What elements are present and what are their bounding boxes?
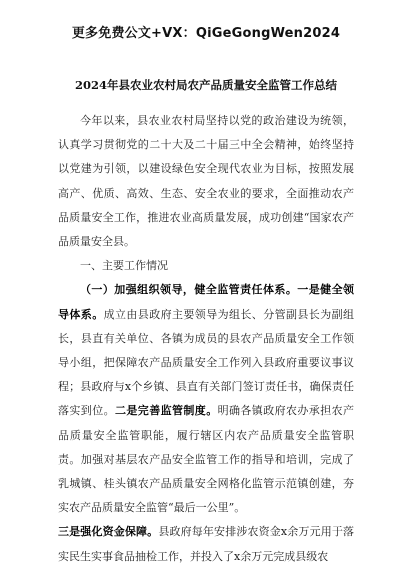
point-heading-3: 三是强化资金保障。 bbox=[58, 525, 159, 539]
section-heading-main-work: 一、主要工作情况 bbox=[80, 259, 168, 273]
point-heading-1: 一是健全领导体系。 bbox=[58, 283, 355, 321]
subsection-heading: （一）加强组织领导，健全监管责任体系。 bbox=[80, 283, 298, 297]
intro-paragraph: 今年以来，县农业农村局坚持以党的政治建设为统领，认真学习贯彻党的二十大及二十届三中全会精神，始终坚持以党建为引领，以建设绿色安全现代农业为目标，按照发展高产、优质、高效、生态、安全农业的要求，全面推动农产品质量安全工作，推进农业高质量发展，成功创建“国家农产品质量安全县。 bbox=[58, 114, 354, 249]
point-heading-2: 二是完善监管制度。 bbox=[115, 404, 218, 418]
document-title: 2024年县农业农村局农产品质量安全监管工作总结 bbox=[74, 78, 337, 92]
point-text-1: 成立由县政府主要领导为组长、分管副县长为副组长，县直有关单位、各镇为成员的县农产品质量安全工作领导小组，把保障农产品质量安全工作列入县政府重要议事议程；县政府与x个乡镇、县直有关部门签订责任书，确保责任落实到位。 bbox=[58, 307, 355, 418]
header-banner: 更多免费公文+VX：QiGeGongWen2024 bbox=[71, 26, 341, 41]
point-paragraph-3 bbox=[58, 520, 354, 568]
point-text-3: 县政府每年安排涉农资金x余万元用于落实民生实事食品抽检工作，并投入了x余万元完成县级农 bbox=[58, 525, 355, 563]
subsection-paragraph-organization bbox=[58, 278, 354, 520]
point-text-2: 明确各镇政府农办承担农产品质量安全监管职能，履行辖区内农产品质量安全监管职责。加强对基层农产品安全监管工作的指导和培训，完成了乳城镇、桂头镇农产品质量安全网格化监管示范镇创建，夯实农产品质量安全监管“最后一公里”。 bbox=[58, 404, 355, 515]
